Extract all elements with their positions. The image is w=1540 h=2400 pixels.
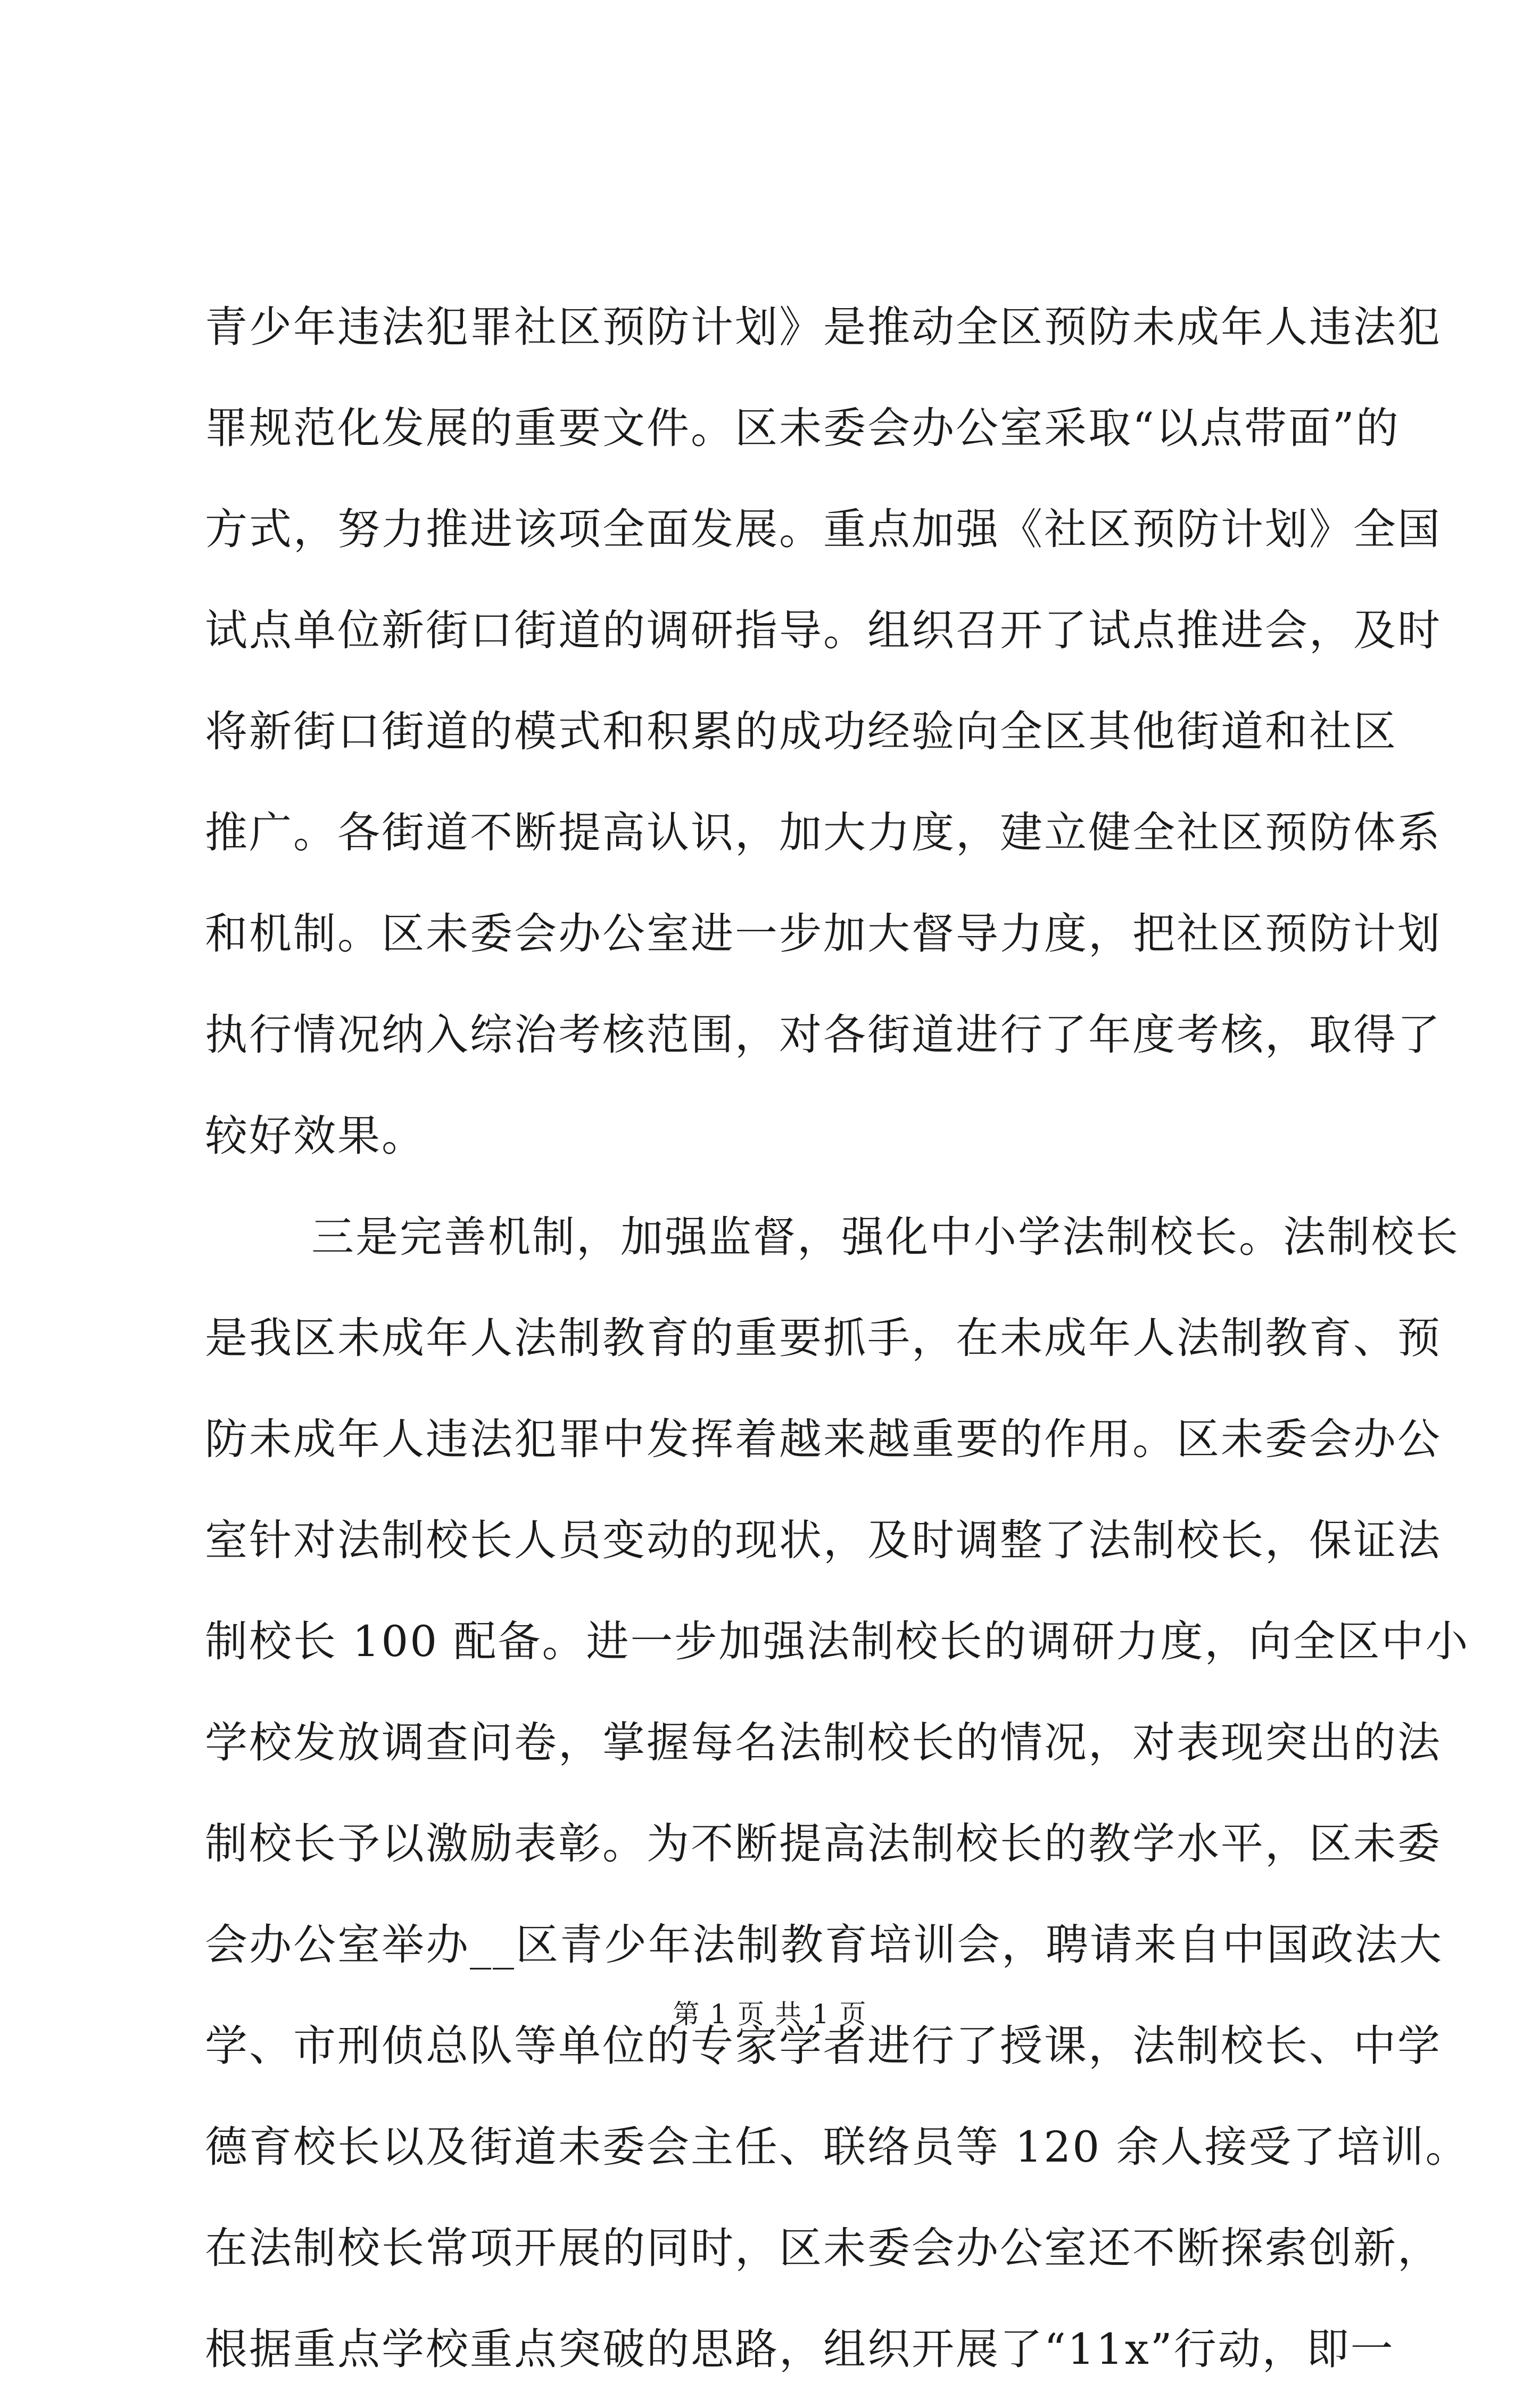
text-line: 在法制校长常项开展的同时，区未委会办公室还不断探索创新， [205,2223,1442,2273]
text-line: 罪规范化发展的重要文件。区未委会办公室采取“以点带面”的 [205,403,1400,453]
text-line: 是我区未成年人法制教育的重要抓手，在未成年人法制教育、预 [205,1313,1442,1363]
text-line: 根据重点学校重点突破的思路，组织开展了“11x”行动，即一 [205,2324,1395,2374]
text-line: 将新街口街道的模式和积累的成功经验向全区其他街道和社区 [205,707,1397,756]
text-line: 防未成年人违法犯罪中发挥着越来越重要的作用。区未委会办公 [205,1414,1442,1464]
text-line: 德育校长以及街道未委会主任、联络员等 120 余人接受了培训。 [205,2122,1470,2172]
text-line: 制校长 100 配备。进一步加强法制校长的调研力度，向全区中小 [205,1617,1470,1666]
paragraph-start-line: 三是完善机制，加强监督，强化中小学法制校长。法制校长 [311,1212,1460,1262]
page-footer [0,1996,1540,2033]
text-line: 执行情况纳入综治考核范围，对各街道进行了年度考核，取得了 [205,1010,1442,1060]
document-body [205,277,1470,2400]
text-line: 学、市刑侦总队等单位的专家学者进行了授课，法制校长、中学 [205,2021,1442,2071]
text-line: 青少年违法犯罪社区预防计划》是推动全区预防未成年人违法犯 [205,302,1442,352]
text-line: 学校发放调查问卷，掌握每名法制校长的情况，对表现突出的法 [205,1718,1442,1767]
text-line: 制校长予以激励表彰。为不断提高法制校长的教学水平，区未委 [205,1819,1442,1868]
text-line: 较好效果。 [205,1111,426,1161]
text-line: 方式，努力推进该项全面发展。重点加强《社区预防计划》全国 [205,504,1442,554]
text-line: 会办公室举办__区青少年法制教育培训会，聘请来自中国政法大 [205,1920,1443,1969]
page-number-label: 第 1 页 共 1 页 [673,1999,867,2030]
text-line: 试点单位新街口街道的调研指导。组织召开了试点推进会，及时 [205,606,1442,655]
text-line: 室针对法制校长人员变动的现状，及时调整了法制校长，保证法 [205,1516,1442,1565]
text-line: 推广。各街道不断提高认识，加大力度，建立健全社区预防体系 [205,808,1442,857]
text-line: 和机制。区未委会办公室进一步加大督导力度，把社区预防计划 [205,909,1442,958]
